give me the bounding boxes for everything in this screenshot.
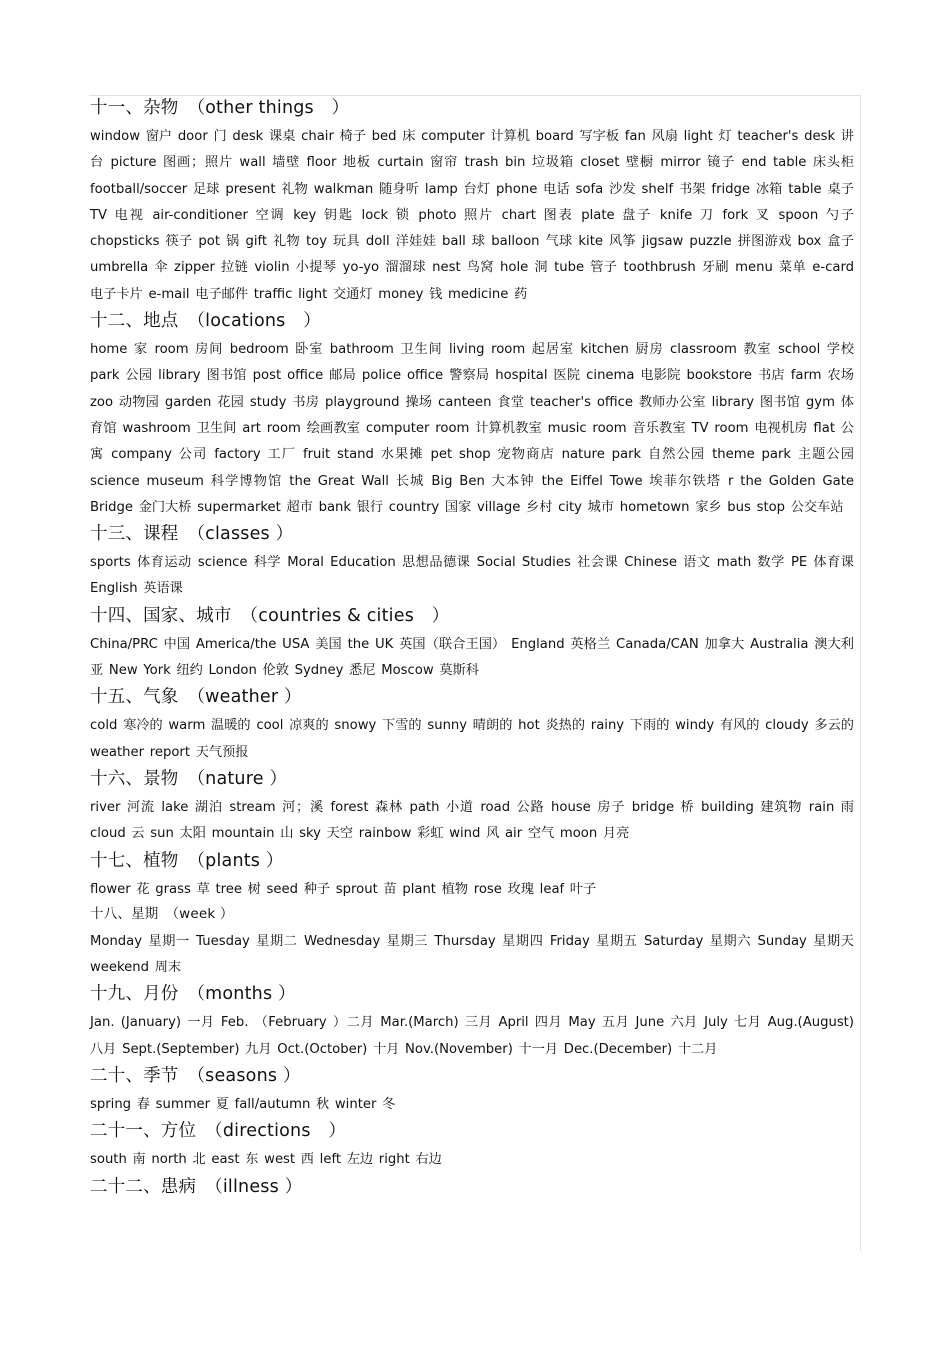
section-heading-illness: 二十二、患病 （illness ） (90, 1176, 303, 1197)
section-text-locations: home 家 room 房间 bedroom 卧室 bathroom 卫生间 living room 起居室 kitchen 厨房 classroom 教室 school 学校 park 公园 library 图书馆 post office 邮局 police office 警察局 hospital 医院 cinema 电影院 bookstore 书店 farm 农场 zoo 动物园 garden 花园 study 书房 playground 操场 canteen 食堂 teacher's office 教师办公室 library 图书馆 gym 体育馆 washroom 卫生间 art room 绘画教室 computer room 计算机教室 music room 音乐教室 TV room 电视机房 flat 公寓 company 公司 factory 工厂 fruit stand 水果摊 pet shop 宠物商店 nature park 自然公园 theme park 主题公园 science museum 科学博物馆 the Great Wall 长城 Big Ben 大本钟 the Eiffel Towe 埃菲尔铁塔 r the Golden Gate Bridge 金门大桥 supermarket 超市 bank 银行 country 国家 village 乡村 city 城市 hometown 家乡 bus stop 公交车站 (90, 342, 854, 515)
vocabulary-list (90, 96, 854, 1203)
section-heading-countries-cities: 十四、国家、城市 （countries & cities ） (90, 605, 450, 626)
section-text-nature: river 河流 lake 湖泊 stream 河；溪 forest 森林 path 小道 road 公路 house 房子 bridge 桥 building 建筑物 rain 雨 cloud 云 sun 太阳 mountain 山 sky 天空 rainbow 彩虹 wind 风 air 空气 moon 月亮 (90, 799, 854, 842)
section-text-week: Monday 星期一 Tuesday 星期二 Wednesday 星期三 Thursday 星期四 Friday 星期五 Saturday 星期六 Sunday 星期天 weekend 周末 (90, 933, 854, 976)
section-heading-weather: 十五、气象 （weather ） (90, 687, 302, 708)
section-text-weather: cold 寒冷的 warm 温暖的 cool 凉爽的 snowy 下雪的 sunny 晴朗的 hot 炎热的 rainy 下雨的 windy 有风的 cloudy 多云的 weather report 天气预报 (90, 718, 854, 760)
section-text-other-things: window 窗户 door 门 desk 课桌 chair 椅子 bed 床 computer 计算机 board 写字板 fan 风扇 light 灯 teacher's desk 讲台 picture 图画；照片 wall 墙壁 floor 地板 curtain 窗帘 trash bin 垃圾箱 closet 壁橱 mirror 镜子 end table 床头柜 football/soccer 足球 present 礼物 walkman 随身听 lamp 台灯 phone 电话 sofa 沙发 shelf 书架 fridge 冰箱 table 桌子 TV 电视 air-conditioner 空调 key 钥匙 lock 锁 photo 照片 chart 图表 plate 盘子 knife 刀 fork 叉 spoon 勺子 chopsticks 筷子 pot 锅 gift 礼物 toy 玩具 doll 洋娃娃 ball 球 balloon 气球 kite 风筝 jigsaw puzzle 拼图游戏 box 盒子 umbrella 伞 zipper 拉链 violin 小提琴 yo-yo 溜溜球 nest 鸟窝 hole 洞 tube 管子 toothbrush 牙刷 menu 菜单 e-card 电子卡片 e-mail 电子邮件 traffic light 交通灯 money 钱 medicine 药 (90, 129, 854, 302)
section-heading-plants: 十七、植物 （plants ） (90, 850, 284, 871)
section-text-countries-cities: China/PRC 中国 America/the USA 美国 the UK 英国（联合王国） England 英格兰 Canada/CAN 加拿大 Australia 澳大利亚 New York 纽约 London 伦敦 Sydney 悉尼 Moscow 莫斯科 (90, 636, 854, 679)
document-page (89, 95, 861, 1251)
section-heading-nature: 十六、景物 （nature ） (90, 768, 288, 789)
section-text-plants: flower 花 grass 草 tree 树 seed 种子 sprout 苗 plant 植物 rose 玫瑰 leaf 叶子 (90, 881, 597, 897)
section-text-classes: sports 体育运动 science 科学 Moral Education 思想品德课 Social Studies 社会课 Chinese 语文 math 数学 PE 体育课 English 英语课 (90, 555, 854, 597)
section-text-months: Jan. (January) 一月 Feb. （February ）二月 Mar.(March) 三月 April 四月 May 五月 June 六月 July 七月 Aug.(August) 八月 Sept.(September) 九月 Oct.(October) 十月 Nov.(November) 十一月 Dec.(December) 十二月 (90, 1015, 854, 1057)
section-heading-week: 十八、星期 （week ） (90, 905, 234, 922)
section-heading-classes: 十三、课程 （classes ） (90, 524, 294, 545)
section-text-directions: south 南 north 北 east 东 west 西 left 左边 right 右边 (90, 1152, 442, 1168)
section-heading-seasons: 二十、季节 （seasons ） (90, 1066, 301, 1087)
section-text-seasons: spring 春 summer 夏 fall/autumn 秋 winter 冬 (90, 1097, 396, 1113)
section-heading-months: 十九、月份 （months ） (90, 984, 296, 1005)
section-heading-directions: 二十一、方位 （directions ） (90, 1121, 347, 1142)
section-heading-other-things: 十一、杂物 （other things ） (90, 98, 350, 118)
section-heading-locations: 十二、地点 （locations ） (90, 311, 321, 332)
